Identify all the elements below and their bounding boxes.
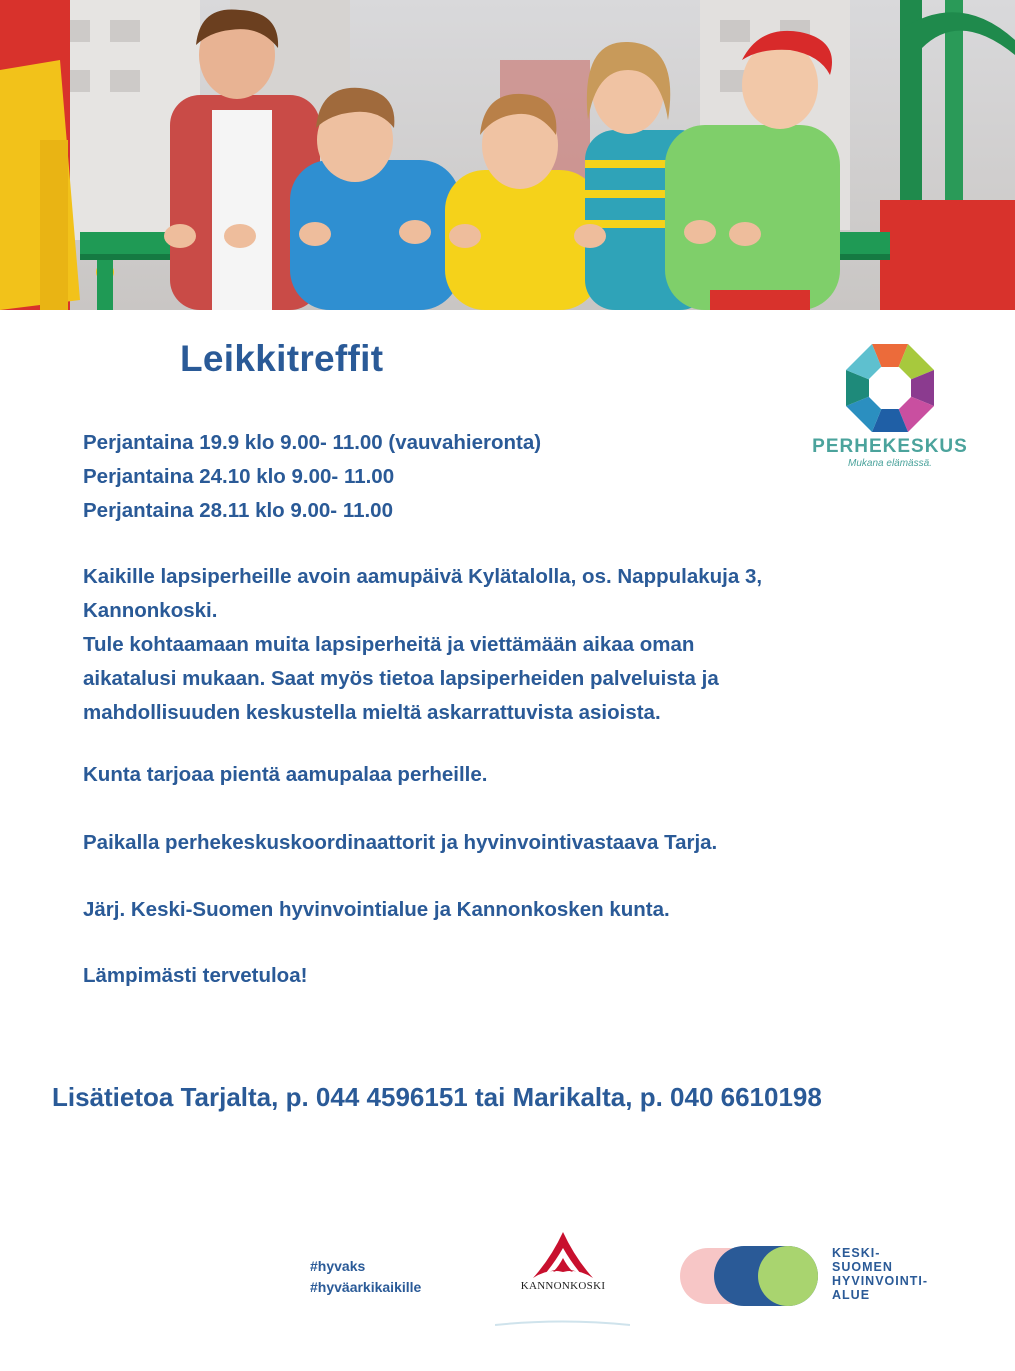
ksha-line: KESKI- (832, 1246, 881, 1260)
kannonkoski-crest-icon (523, 1228, 603, 1284)
paragraph-line: aikatalusi mukaan. Saat myös tietoa lapsiperheiden palveluista ja (83, 667, 719, 690)
kannonkoski-logo (508, 1228, 618, 1292)
date-line: Perjantaina 19.9 klo 9.00- 11.00 (vauvahieronta) (83, 431, 542, 454)
paragraph-line: Kunta tarjoaa pientä aamupalaa perheille. (83, 763, 488, 786)
welcome-paragraph (83, 959, 307, 993)
hero-photo (0, 0, 1015, 310)
ksha-logo (678, 1244, 823, 1313)
hashtags (310, 1256, 421, 1298)
organizer-paragraph (83, 893, 670, 927)
perhekeskus-slogan: Mukana elämässä. (848, 458, 932, 469)
ksha-line: ALUE (832, 1288, 871, 1302)
ksha-line: HYVINVOINTI- (832, 1274, 929, 1288)
kannonkoski-name: KANNONKOSKI (520, 1280, 606, 1292)
paragraph-line: mahdollisuuden keskustella mieltä askarrattuvista asioista. (83, 701, 661, 724)
octagon-color-wheel-icon (835, 338, 945, 438)
decorative-divider (495, 1320, 630, 1326)
contact-info: Lisätietoa Tarjalta, p. 044 4596151 tai Marikalta, p. 040 6610198 (52, 1082, 822, 1112)
page-title: Leikkitreffit (180, 338, 384, 379)
paragraph-line: Järj. Keski-Suomen hyvinvointialue ja Kannonkosken kunta. (83, 898, 670, 921)
ksha-line: SUOMEN (832, 1260, 893, 1274)
date-line: Perjantaina 28.11 klo 9.00- 11.00 (83, 499, 393, 522)
paragraph-line: Paikalla perhekeskuskoordinaattorit ja hyvinvointivastaava Tarja. (83, 831, 718, 854)
hashtag: #hyväarkikaikille (310, 1279, 422, 1295)
date-line: Perjantaina 24.10 klo 9.00- 11.00 (83, 465, 395, 488)
ksha-name (832, 1246, 928, 1302)
paragraph-line: Lämpimästi tervetuloa! (83, 964, 308, 987)
intro-paragraph (83, 560, 762, 730)
overlapping-circles-icon (678, 1244, 823, 1308)
perhekeskus-name: PERHEKESKUS (812, 436, 968, 457)
event-dates (83, 426, 541, 528)
children-playground-photo (0, 0, 1015, 310)
perhekeskus-logo (790, 338, 990, 488)
paragraph-line: Kannonkoski. (83, 599, 218, 622)
staff-paragraph (83, 826, 717, 860)
paragraph-line: Kaikille lapsiperheille avoin aamupäivä Kylätalolla, os. Nappulakuja 3, (83, 565, 763, 588)
paragraph-line: Tule kohtaamaan muita lapsiperheitä ja viettämään aikaa oman (83, 633, 695, 656)
breakfast-paragraph (83, 758, 487, 792)
hashtag: #hyvaks (310, 1258, 366, 1274)
